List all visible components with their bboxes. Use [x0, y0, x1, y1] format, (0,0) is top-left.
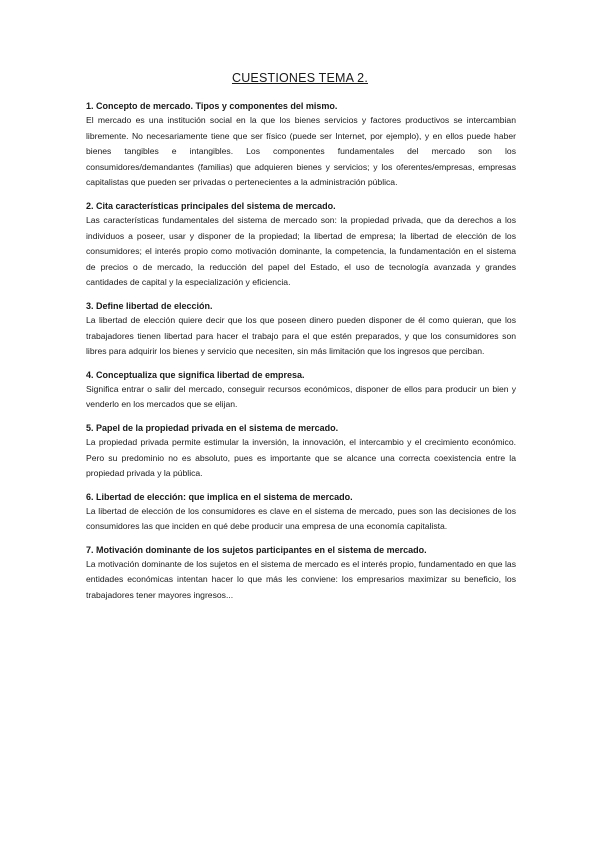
question-7: 7. Motivación dominante de los sujetos participantes en el sistema de mercado. [86, 544, 427, 555]
answer-1: El mercado es una institución social en la que los bienes servicios y factores productivos se intercambian libremente. No necesariamente tiene que ser físico (puede ser Internet, por ejemplo), y en ellos puede haber bienes tangibles e intangibles. Los componentes fundamentales del mercado son los consumidores/demandantes (familias) que adquieren bienes y servicios; y los oferentes/empresas, empresas capitalistas que pueden ser privadas o pertenecientes a la administración pública. [86, 115, 516, 188]
question-2: 2. Cita características principales del sistema de mercado. [86, 200, 336, 211]
section-7 [86, 544, 516, 604]
section-5 [86, 422, 516, 482]
section-2 [86, 200, 516, 291]
section-4 [86, 369, 516, 413]
section-1 [86, 100, 516, 191]
document-body [86, 100, 516, 613]
question-1: 1. Concepto de mercado. Tipos y componentes del mismo. [86, 101, 338, 111]
answer-2: Las características fundamentales del sistema de mercado son: la propiedad privada, que da derechos a los individuos a poseer, usar y disponer de la propiedad; la libertad de empresa; la libertad de elección de los consumidores; el interés propio como motivación dominante, la competencia, la fundamentación en el sistema de precios o de mercado, la reducción del papel del Estado, el uso de tecnología avanzada y grandes cantidades de capital y la especialización y eficiencia. [86, 214, 516, 288]
section-3 [86, 300, 516, 360]
question-4: 4. Conceptualiza que significa libertad de empresa. [86, 369, 305, 380]
question-3: 3. Define libertad de elección. [86, 300, 213, 311]
document-title: CUESTIONES TEMA 2. [231, 71, 369, 85]
answer-6: La libertad de elección de los consumidores es clave en el sistema de mercado, pues son las decisiones de los consumidores las que inciden en qué debe producir una empresa de una economía capitalista. [86, 505, 516, 532]
answer-7: La motivación dominante de los sujetos en el sistema de mercado es el interés propio, fundamentado en que las entidades económicas intentan hacer lo que más les conviene: los empresarios maximizar su beneficio, los trabajadores tener mayores ingresos... [86, 558, 516, 601]
section-6 [86, 491, 516, 535]
question-6: 6. Libertad de elección: que implica en el sistema de mercado. [86, 491, 353, 502]
answer-4: Significa entrar o salir del mercado, conseguir recursos económicos, disponer de ellos para producir un bien y venderlo en los mercados que se elijan. [86, 383, 516, 410]
answer-3: La libertad de elección quiere decir que los que poseen dinero pueden disponer de él como quieran, que los trabajadores tienen libertad para hacer el trabajo para el que estén preparados, y que los consumidores son libres para adquirir los bienes y servicio que necesiten, sin más limitación que los ingresos que perciban. [86, 314, 516, 357]
answer-5: La propiedad privada permite estimular la inversión, la innovación, el intercambio y el crecimiento económico. Pero su predominio no es absoluto, pues es importante que se alcance una correcta coexistencia entre la propiedad privada y la pública. [86, 436, 516, 479]
question-5: 5. Papel de la propiedad privada en el sistema de mercado. [86, 422, 339, 433]
